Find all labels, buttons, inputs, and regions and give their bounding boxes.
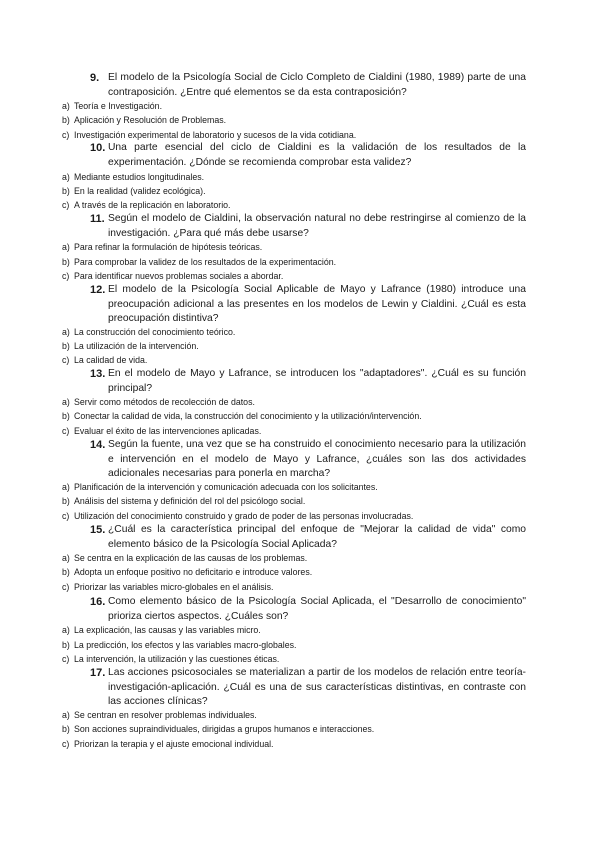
option-letter: c) [62, 271, 70, 281]
option-9a [62, 101, 544, 112]
option-15a [62, 553, 544, 564]
option-13c [62, 426, 544, 437]
option-letter: c) [62, 426, 70, 436]
question-10 [90, 141, 526, 170]
option-16a [62, 625, 544, 636]
option-text: La calidad de vida. [74, 355, 148, 365]
option-10b [62, 186, 544, 197]
option-letter: c) [62, 511, 70, 521]
question-number: 10. [90, 142, 106, 154]
option-text: Conectar la calidad de vida, la construcción del conocimiento y la utilización/intervención. [74, 411, 422, 421]
option-13a [62, 397, 544, 408]
option-letter: a) [62, 242, 70, 252]
option-letter: b) [62, 640, 70, 650]
question-number: 13. [90, 368, 106, 380]
question-text: Según la fuente, una vez que se ha construido el conocimiento necesario para la utilización e intervención en el modelo de Mayo y Lafrance, ¿cuáles son las dos actividades adicionales necesarias para ponerla en marcha? [108, 439, 526, 479]
option-letter: b) [62, 186, 70, 196]
option-letter: c) [62, 355, 70, 365]
option-14b [62, 496, 544, 507]
option-text: Análisis del sistema y definición del rol del psicólogo social. [74, 496, 306, 506]
option-letter: b) [62, 411, 70, 421]
option-15b [62, 567, 544, 578]
option-text: La intervención, la utilización y las cuestiones éticas. [74, 654, 280, 664]
option-text: En la realidad (validez ecológica). [74, 186, 206, 196]
option-text: Son acciones supraindividuales, dirigidas a grupos humanos e interacciones. [74, 724, 375, 734]
option-16c [62, 654, 544, 665]
question-number: 9. [90, 72, 100, 84]
option-text: Para identificar nuevos problemas sociales a abordar. [74, 271, 284, 281]
question-text: El modelo de la Psicología Social Aplicable de Mayo y Lafrance (1980) introduce una preocupación adicional a las presentes en los modelos de Lewin y Cialdini. ¿Cuál es esta preocupación distintiva? [108, 284, 526, 324]
option-text: Para comprobar la validez de los resultados de la experimentación. [74, 257, 337, 267]
question-number: 12. [90, 284, 106, 296]
option-text: Priorizar las variables micro-globales en el análisis. [74, 582, 274, 592]
option-15c [62, 582, 544, 593]
question-text: El modelo de la Psicología Social de Ciclo Completo de Cialdini (1980, 1989) parte de una contraposición. ¿Entre qué elementos se da esta contraposición? [108, 72, 526, 98]
option-12c [62, 355, 544, 366]
option-letter: a) [62, 101, 70, 111]
option-letter: a) [62, 710, 70, 720]
question-number: 17. [90, 667, 106, 679]
option-letter: b) [62, 496, 70, 506]
option-text: Evaluar el éxito de las intervenciones aplicadas. [74, 426, 262, 436]
option-17c [62, 739, 544, 750]
option-letter: b) [62, 341, 70, 351]
option-letter: a) [62, 625, 70, 635]
option-10a [62, 172, 544, 183]
option-letter: a) [62, 482, 70, 492]
option-11c [62, 271, 544, 282]
option-9c [62, 130, 544, 141]
question-17 [90, 666, 526, 710]
question-13 [90, 367, 526, 396]
option-14a [62, 482, 544, 493]
option-letter: b) [62, 724, 70, 734]
question-number: 11. [90, 213, 105, 225]
option-10c [62, 200, 544, 211]
option-text: Priorizan la terapia y el ajuste emocional individual. [74, 739, 274, 749]
option-17a [62, 710, 544, 721]
option-text: La explicación, las causas y las variables micro. [74, 625, 261, 635]
option-11a [62, 242, 544, 253]
question-text: En el modelo de Mayo y Lafrance, se introducen los "adaptadores". ¿Cuál es su función principal? [108, 368, 526, 394]
option-letter: b) [62, 257, 70, 267]
option-letter: a) [62, 172, 70, 182]
option-text: Mediante estudios longitudinales. [74, 172, 205, 182]
option-text: Investigación experimental de laboratorio y sucesos de la vida cotidiana. [74, 130, 357, 140]
question-15 [90, 523, 526, 552]
option-13b [62, 411, 544, 422]
option-17b [62, 724, 544, 735]
option-text: Se centra en la explicación de las causas de los problemas. [74, 553, 308, 563]
option-text: Aplicación y Resolución de Problemas. [74, 115, 227, 125]
option-text: Teoría e Investigación. [74, 101, 163, 111]
option-text: A través de la replicación en laboratorio. [74, 200, 231, 210]
option-text: Servir como métodos de recolección de datos. [74, 397, 255, 407]
option-text: La predicción, los efectos y las variables macro-globales. [74, 640, 297, 650]
question-text: ¿Cuál es la característica principal del enfoque de "Mejorar la calidad de vida" como elemento básico de la Psicología Social Aplicada? [108, 524, 526, 550]
question-number: 16. [90, 596, 106, 608]
question-14 [90, 438, 526, 482]
option-9b [62, 115, 544, 126]
question-text: Una parte esencial del ciclo de Cialdini es la validación de los resultados de la experimentación. ¿Dónde se recomienda comprobar esta validez? [108, 142, 526, 168]
option-letter: a) [62, 553, 70, 563]
option-11b [62, 257, 544, 268]
option-letter: a) [62, 327, 70, 337]
question-number: 14. [90, 439, 106, 451]
question-11 [90, 212, 526, 241]
question-text: Como elemento básico de la Psicología Social Aplicada, el "Desarrollo de conocimiento" prioriza ciertos aspectos. ¿Cuáles son? [108, 596, 526, 622]
option-letter: c) [62, 200, 70, 210]
option-letter: c) [62, 739, 70, 749]
option-text: Utilización del conocimiento construido y grado de poder de las personas involucradas. [74, 511, 414, 521]
option-text: La construcción del conocimiento teórico. [74, 327, 236, 337]
option-16b [62, 640, 544, 651]
question-number: 15. [90, 524, 106, 536]
option-letter: b) [62, 115, 70, 125]
option-letter: c) [62, 130, 70, 140]
option-14c [62, 511, 544, 522]
option-letter: c) [62, 582, 70, 592]
question-9 [90, 71, 526, 100]
option-text: Adopta un enfoque positivo no deficitario e introduce valores. [74, 567, 313, 577]
option-letter: c) [62, 654, 70, 664]
option-text: La utilización de la intervención. [74, 341, 199, 351]
option-letter: a) [62, 397, 70, 407]
question-12 [90, 283, 526, 327]
question-16 [90, 595, 526, 624]
question-text: Las acciones psicosociales se materializan a partir de los modelos de relación entre teoría-investigación-aplicación. ¿Cuál es una de sus características distintivas, en contraste con las acciones clínicas? [108, 667, 526, 707]
option-12b [62, 341, 544, 352]
option-text: Para refinar la formulación de hipótesis teóricas. [74, 242, 263, 252]
option-letter: b) [62, 567, 70, 577]
question-text: Según el modelo de Cialdini, la observación natural no debe restringirse al comienzo de la investigación. ¿Para qué más debe usarse? [108, 213, 526, 239]
option-text: Se centran en resolver problemas individuales. [74, 710, 257, 720]
option-text: Planificación de la intervención y comunicación adecuada con los solicitantes. [74, 482, 378, 492]
option-12a [62, 327, 544, 338]
